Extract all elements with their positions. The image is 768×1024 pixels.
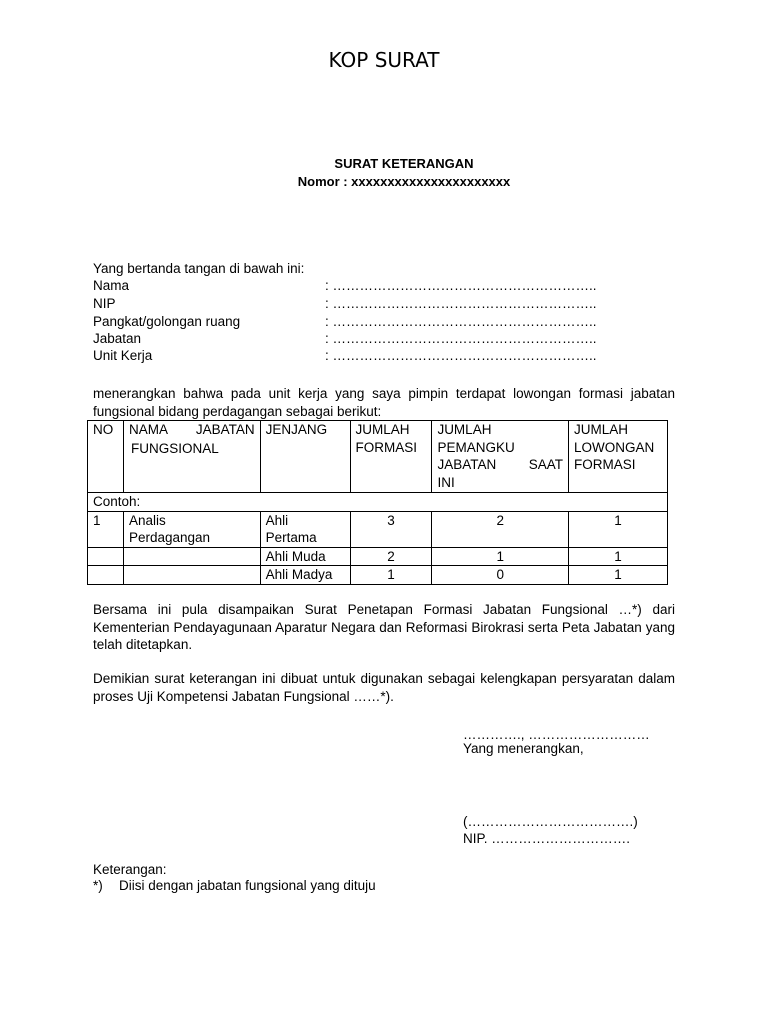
signature-closing: Yang menerangkan,	[463, 741, 584, 756]
row-jenjang: Ahli Madya	[260, 566, 350, 585]
field-label-jabatan: Jabatan	[93, 331, 142, 346]
row-nama-line1: Analis	[128, 512, 166, 528]
paragraph-intro-formasi: menerangkan bahwa pada unit kerja yang saya pimpin terdapat lowongan formasi jabatan fungsional bidang perdagangan sebagai berikut:	[93, 386, 675, 419]
paragraph-closing: Demikian surat keterangan ini dibuat untuk digunakan sebagai kelengkapan persyaratan dalam proses Uji Kompetensi Jabatan Fungsional ……*).	[93, 671, 675, 704]
header-pemangku-line1: JUMLAH	[437, 422, 492, 437]
header-pemangku-line4: INI	[437, 474, 455, 490]
header-lowongan-line2: LOWONGAN	[574, 439, 655, 455]
notes-marker: *)	[93, 878, 103, 893]
header-lowongan-line1: JUMLAH	[574, 422, 629, 437]
signature-nip: NIP. ………………………….	[463, 831, 631, 846]
formasi-table	[87, 420, 668, 585]
table-header-row	[88, 421, 668, 493]
row-lowongan: 1	[569, 566, 668, 585]
field-label-nip: NIP	[93, 296, 116, 311]
field-label-pangkat: Pangkat/golongan ruang	[93, 314, 241, 329]
header-jenjang: JENJANG	[260, 421, 350, 493]
header-pemangku-line2: PEMANGKU	[437, 439, 515, 455]
row-formasi: 2	[350, 547, 432, 566]
notes-text: Diisi dengan jabatan fungsional yang dituju	[119, 878, 376, 893]
paragraph-surat-penetapan: Bersama ini pula disampaikan Surat Penetapan Formasi Jabatan Fungsional …*) dari Kementerian Pendayagunaan Aparatur Negara dan Reformasi Birokrasi serta Peta Jabatan yang telah ditetapkan.	[93, 602, 675, 652]
row-jenjang	[260, 511, 350, 547]
row-formasi: 3	[350, 511, 432, 547]
header-formasi-line1: JUMLAH	[355, 422, 410, 437]
row-lowongan: 1	[569, 511, 668, 547]
header-formasi-line2: FORMASI	[355, 439, 418, 455]
row-nama-jabatan	[123, 566, 260, 585]
document-title: SURAT KETERANGAN	[334, 156, 474, 171]
header-no: NO	[88, 421, 124, 493]
field-value-jabatan: : …………………………………………………..	[325, 331, 597, 346]
table-example-row	[88, 493, 668, 512]
intro-text: Yang bertanda tangan di bawah ini:	[93, 261, 305, 276]
field-value-unit-kerja: : …………………………………………………..	[325, 348, 597, 363]
header-jumlah-pemangku	[432, 421, 569, 493]
row-nama-line2: Perdagangan	[128, 530, 211, 545]
notes-heading: Keterangan:	[93, 862, 167, 877]
field-value-pangkat: : …………………………………………………..	[325, 314, 597, 329]
header-jumlah-lowongan	[569, 421, 668, 493]
row-formasi: 1	[350, 566, 432, 585]
row-pemangku: 1	[432, 547, 569, 566]
row-no: 1	[88, 511, 124, 547]
row-no	[88, 547, 124, 566]
header-nama-jabatan	[123, 421, 260, 493]
row-no	[88, 566, 124, 585]
header-jumlah-formasi	[350, 421, 432, 493]
row-nama-jabatan	[123, 547, 260, 566]
row-jenjang-line1: Ahli	[265, 512, 289, 528]
row-lowongan: 1	[569, 547, 668, 566]
signature-name: (……………………………….)	[463, 814, 638, 829]
field-value-nip: : …………………………………………………..	[325, 296, 597, 311]
header-nama-line2: FUNGSIONAL	[130, 440, 219, 456]
row-jenjang-line2: Pertama	[265, 530, 317, 545]
table-row	[88, 547, 668, 566]
row-pemangku: 0	[432, 566, 569, 585]
row-jenjang: Ahli Muda	[260, 547, 350, 566]
field-label-unit-kerja: Unit Kerja	[93, 348, 153, 363]
example-label: Contoh:	[88, 493, 668, 512]
header-lowongan-line3: FORMASI	[574, 457, 636, 472]
table-row	[88, 566, 668, 585]
row-pemangku: 2	[432, 511, 569, 547]
field-label-nama: Nama	[93, 278, 130, 293]
letterhead-title: KOP SURAT	[328, 48, 440, 72]
field-value-nama: : …………………………………………………..	[325, 278, 597, 293]
signature-place-date: …………., ………………………	[463, 727, 650, 742]
header-nama-line1: NAMA JABATAN	[128, 422, 255, 437]
document-number: Nomor : xxxxxxxxxxxxxxxxxxxxxx	[297, 174, 511, 189]
header-pemangku-line3: JABATAN SAAT	[437, 457, 564, 472]
row-nama-jabatan	[123, 511, 260, 547]
table-row	[88, 511, 668, 547]
